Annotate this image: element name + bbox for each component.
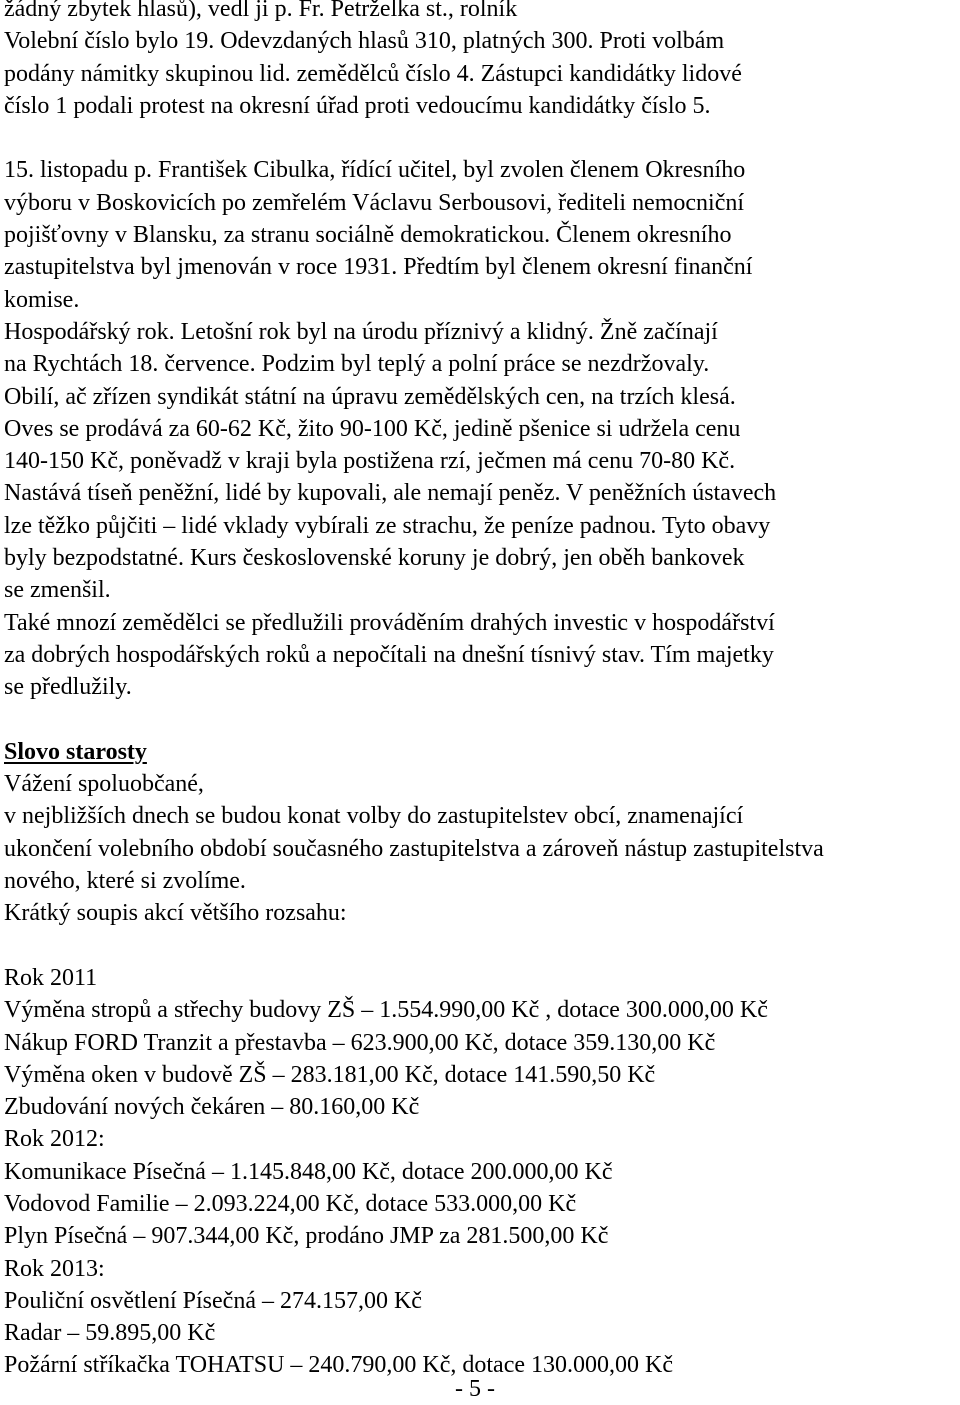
text-line: Nastává tíseň peněžní, lidé by kupovali, ale nemají peněz. V peněžních ústavech bbox=[4, 480, 777, 507]
text-line: v nejbližších dnech se budou konat volby do zastupitelstev obcí, znamenající bbox=[4, 803, 744, 830]
list-item: Nákup FORD Tranzit a přestavba – 623.900,00 Kč, dotace 359.130,00 Kč bbox=[4, 1029, 716, 1056]
year-heading: Rok 2011 bbox=[4, 964, 98, 991]
year-heading: Rok 2012: bbox=[4, 1126, 105, 1153]
text-line: Hospodářský rok. Letošní rok byl na úrodu příznivý a klidný. Žně začínají bbox=[4, 318, 718, 345]
text-line: za dobrých hospodářských roků a nepočítali na dnešní tísnivý stav. Tím majetky bbox=[4, 641, 774, 668]
text-line: pojišťovny v Blansku, za stranu sociálně demokratickou. Členem okresního bbox=[4, 222, 732, 249]
paragraph-election-results bbox=[4, 0, 960, 122]
text-line: Krátký soupis akcí většího rozsahu: bbox=[4, 900, 347, 927]
text-line: výboru v Boskovicích po zemřelém Václavu Serbousovi, řediteli nemocniční bbox=[4, 189, 745, 216]
text-line: podány námitky skupinou lid. zemědělců číslo 4. Zástupci kandidátky lidové bbox=[4, 60, 742, 87]
text-line: Obilí, ač zřízen syndikát státní na úpravu zemědělských cen, na trzích klesá. bbox=[4, 383, 736, 410]
year-heading: Rok 2013: bbox=[4, 1255, 105, 1282]
text-line: zastupitelstva byl jmenován v roce 1931. Předtím byl členem okresní finanční bbox=[4, 254, 753, 281]
list-item: Výměna stropů a střechy budovy ZŠ – 1.554.990,00 Kč , dotace 300.000,00 Kč bbox=[4, 997, 768, 1024]
text-line: číslo 1 podali protest na okresní úřad proti vedoucímu kandidátky číslo 5. bbox=[4, 92, 711, 119]
list-item: Zbudování nových čekáren – 80.160,00 Kč bbox=[4, 1094, 420, 1121]
page-number: - 5 - bbox=[455, 1376, 495, 1402]
text-line: 140-150 Kč, poněvadž v kraji byla postižena rzí, ječmen má cenu 70-80 Kč. bbox=[4, 448, 736, 475]
text-line: ukončení volebního období současného zastupitelstva a zároveň nástup zastupitelstva bbox=[4, 835, 824, 862]
text-line: nového, které si zvolíme. bbox=[4, 868, 246, 895]
text-line: Oves se prodává za 60-62 Kč, žito 90-100 Kč, jedině pšenice si udržela cenu bbox=[4, 415, 741, 442]
section-heading: Slovo starosty bbox=[4, 738, 147, 765]
text-line: na Rychtách 18. července. Podzim byl teplý a polní práce se nezdržovaly. bbox=[4, 351, 710, 378]
text-line: se zmenšil. bbox=[4, 577, 111, 604]
list-item: Radar – 59.895,00 Kč bbox=[4, 1320, 216, 1347]
projects-list bbox=[4, 962, 960, 1382]
paragraph-chronicle bbox=[4, 154, 960, 703]
text-line: Také mnozí zemědělci se předlužili prováděním drahých investic v hospodářství bbox=[4, 609, 775, 636]
text-line: Volební číslo bylo 19. Odevzdaných hlasů 310, platných 300. Proti volbám bbox=[4, 28, 725, 55]
text-line: 15. listopadu p. František Cibulka, řídící učitel, byl zvolen členem Okresního bbox=[4, 157, 746, 184]
text-line: se předlužily. bbox=[4, 674, 132, 701]
text-line: Vážení spoluobčané, bbox=[4, 771, 204, 798]
document-page bbox=[4, 0, 960, 1382]
text-line: byly bezpodstatné. Kurs československé koruny je dobrý, jen oběh bankovek bbox=[4, 545, 745, 572]
mayor-section bbox=[4, 736, 960, 930]
list-item: Výměna oken v budově ZŠ – 283.181,00 Kč, dotace 141.590,50 Kč bbox=[4, 1061, 656, 1088]
text-line: lze těžko půjčiti – lidé vklady vybírali ze strachu, že peníze padnou. Tyto obavy bbox=[4, 512, 771, 539]
paragraph-gap bbox=[4, 704, 960, 736]
text-line: komise. bbox=[4, 286, 80, 313]
list-item: Plyn Písečná – 907.344,00 Kč, prodáno JMP za 281.500,00 Kč bbox=[4, 1223, 609, 1250]
paragraph-gap bbox=[4, 122, 960, 154]
text-line: žádný zbytek hlasů), vedl ji p. Fr. Petrželka st., rolník bbox=[4, 0, 518, 22]
list-item: Pouliční osvětlení Písečná – 274.157,00 Kč bbox=[4, 1287, 422, 1314]
paragraph-gap bbox=[4, 930, 960, 962]
list-item: Požární stříkačka TOHATSU – 240.790,00 Kč, dotace 130.000,00 Kč bbox=[4, 1352, 673, 1379]
list-item: Vodovod Familie – 2.093.224,00 Kč, dotace 533.000,00 Kč bbox=[4, 1190, 577, 1217]
list-item: Komunikace Písečná – 1.145.848,00 Kč, dotace 200.000,00 Kč bbox=[4, 1158, 613, 1185]
